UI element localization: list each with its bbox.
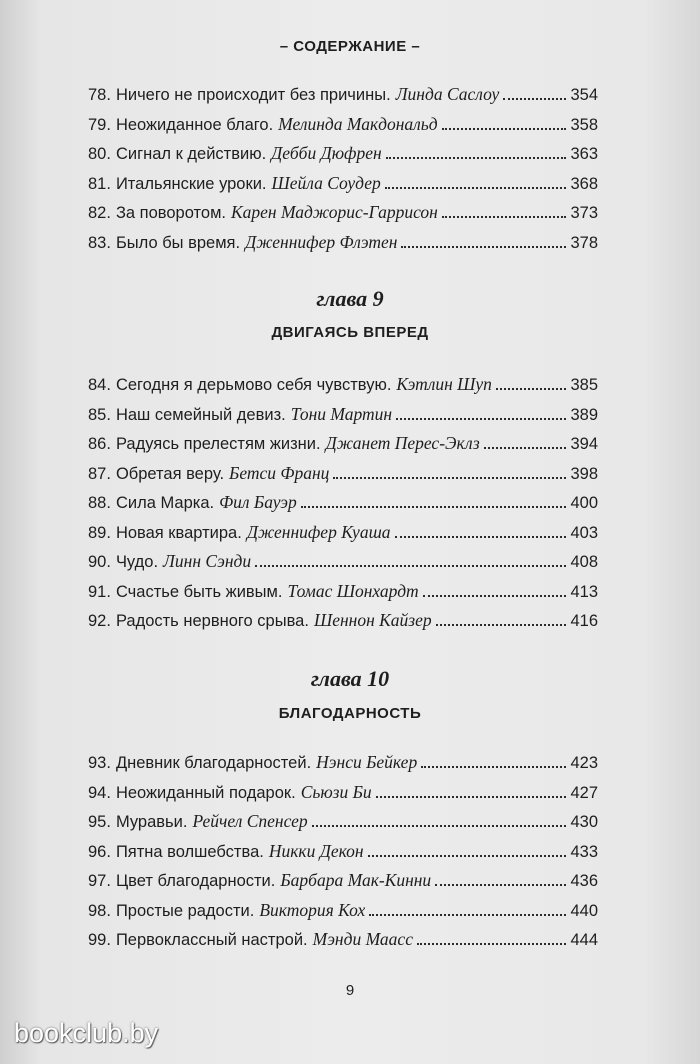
- entry-number: 89.: [88, 523, 111, 542]
- toc-entry: [88, 173, 598, 203]
- watermark-logo: bookclub.by: [14, 1018, 159, 1048]
- entry-title: Чудо.: [115, 553, 159, 571]
- entry-number: 94.: [88, 783, 111, 802]
- toc-list-chapter-9: [88, 374, 598, 640]
- entry-page: 436: [570, 872, 598, 890]
- dot-leader: [386, 157, 567, 159]
- entry-number: 84.: [88, 376, 111, 394]
- entry-page: 358: [570, 115, 598, 134]
- dot-leader: [401, 246, 566, 248]
- toc-entry: [88, 143, 598, 173]
- entry-author: Бетси Франц: [229, 462, 330, 483]
- entry-number: 80.: [88, 145, 111, 163]
- entry-title: Итальянские уроки.: [115, 174, 267, 193]
- entry-author: Линн Сэнди: [163, 551, 252, 571]
- dot-leader: [376, 796, 567, 798]
- dot-leader: [436, 624, 567, 626]
- dot-leader: [496, 388, 567, 390]
- entry-title: Наш семейный девиз.: [115, 405, 286, 424]
- dot-leader: [442, 216, 567, 218]
- entry-page: 354: [570, 86, 598, 104]
- toc-entry: [88, 202, 598, 232]
- toc-list-chapter-10: [88, 752, 598, 959]
- entry-page: 385: [570, 376, 598, 394]
- entry-title: Ничего не происходит без причины.: [115, 86, 391, 104]
- toc-list-section-1: [88, 84, 598, 261]
- entry-author: Мэнди Маасс: [312, 929, 413, 949]
- entry-author: Дженнифер Куаша: [246, 521, 391, 542]
- entry-author: Нэнси Бейкер: [316, 752, 418, 772]
- entry-title: Дневник благодарностей.: [115, 754, 312, 772]
- entry-page: 444: [570, 931, 598, 949]
- entry-page: 394: [570, 435, 598, 453]
- dot-leader: [417, 943, 567, 945]
- entry-page: 433: [570, 842, 598, 861]
- entry-title: Счастье быть живым.: [115, 582, 283, 601]
- dot-leader: [421, 766, 566, 768]
- entry-number: 98.: [88, 901, 111, 920]
- dot-leader: [423, 595, 567, 597]
- entry-page: 368: [570, 174, 598, 193]
- dot-leader: [435, 884, 566, 886]
- entry-author: Виктория Кох: [259, 899, 366, 920]
- toc-entry: [88, 610, 598, 640]
- toc-entry: [88, 433, 598, 463]
- entry-page: 403: [570, 523, 598, 542]
- entry-title: Цвет благодарности.: [115, 872, 276, 890]
- entry-author: Кэтлин Шуп: [396, 374, 492, 394]
- toc-entry: [88, 870, 598, 900]
- toc-entry: [88, 811, 598, 841]
- entry-page: 440: [570, 901, 598, 920]
- dot-leader: [368, 855, 567, 857]
- toc-entry: [88, 84, 598, 114]
- entry-title: За поворотом.: [115, 204, 226, 222]
- entry-number: 96.: [88, 842, 111, 861]
- toc-entry: [88, 551, 598, 581]
- entry-author: Фил Бауэр: [219, 492, 297, 512]
- entry-title: Неожиданный подарок.: [115, 783, 296, 802]
- toc-entry: [88, 463, 598, 493]
- dot-leader: [396, 418, 566, 420]
- entry-page: 416: [570, 612, 598, 630]
- entry-author: Карен Маджорис-Гаррисон: [231, 202, 438, 222]
- entry-author: Джанет Перес-Эклз: [325, 433, 480, 453]
- dot-leader: [385, 187, 567, 189]
- running-header: – СОДЕРЖАНИЕ –: [279, 38, 421, 55]
- entry-number: 90.: [88, 553, 111, 571]
- toc-entry: [88, 782, 598, 812]
- entry-number: 99.: [88, 931, 111, 949]
- entry-author: Никки Декон: [268, 840, 364, 861]
- entry-number: 79.: [88, 115, 111, 134]
- entry-page: 427: [570, 783, 598, 802]
- entry-title: Неожиданное благо.: [115, 115, 274, 134]
- entry-number: 82.: [88, 204, 111, 222]
- entry-title: Сегодня я дерьмово себя чувствую.: [115, 376, 392, 394]
- dot-leader: [484, 447, 567, 449]
- entry-title: Обретая веру.: [115, 464, 225, 483]
- entry-number: 86.: [88, 435, 111, 453]
- entry-page: 373: [570, 204, 598, 222]
- entry-author: Рейчел Спенсер: [192, 811, 308, 831]
- entry-title: Сила Марка.: [115, 494, 215, 512]
- entry-title: Новая квартира.: [115, 523, 242, 542]
- chapter-label-9: глава 9: [316, 286, 384, 311]
- entry-author: Дебби Дюфрен: [271, 143, 382, 163]
- entry-number: 87.: [88, 464, 111, 483]
- entry-page: 400: [570, 494, 598, 512]
- dot-leader: [442, 128, 567, 130]
- entry-author: Тони Мартин: [290, 403, 393, 424]
- dot-leader: [395, 536, 567, 538]
- chapter-title-9: ДВИГАЯСЬ ВПЕРЕД: [271, 324, 429, 341]
- entry-title: Муравьи.: [115, 813, 188, 831]
- entry-page: 408: [570, 553, 598, 571]
- entry-number: 83.: [88, 233, 111, 252]
- entry-page: 413: [570, 582, 598, 601]
- entry-author: Линда Саслоу: [395, 84, 500, 104]
- entry-title: Простые радости.: [115, 901, 255, 920]
- chapter-title-10: БЛАГОДАРНОСТЬ: [278, 705, 422, 722]
- toc-entry: [88, 752, 598, 782]
- entry-author: Барбара Мак-Кинни: [280, 870, 432, 890]
- entry-number: 97.: [88, 872, 111, 890]
- toc-entry: [88, 492, 598, 522]
- entry-page: 363: [570, 145, 598, 163]
- entry-page: 398: [570, 464, 598, 483]
- toc-entry: [88, 232, 598, 262]
- entry-page: 423: [570, 754, 598, 772]
- entry-title: Радуясь прелестям жизни.: [115, 435, 321, 453]
- entry-title: Первоклассный настрой.: [115, 931, 308, 949]
- entry-author: Шеннон Кайзер: [313, 610, 432, 630]
- entry-page: 389: [570, 405, 598, 424]
- entry-number: 95.: [88, 813, 111, 831]
- entry-number: 78.: [88, 86, 111, 104]
- entry-title: Сигнал к действию.: [115, 145, 267, 163]
- entry-number: 85.: [88, 405, 111, 424]
- entry-number: 81.: [88, 174, 111, 193]
- entry-number: 93.: [88, 754, 111, 772]
- entry-title: Было бы время.: [115, 233, 241, 252]
- entry-author: Мелинда Макдональд: [278, 113, 438, 134]
- entry-number: 88.: [88, 494, 111, 512]
- entry-page: 430: [570, 813, 598, 831]
- page-number: 9: [345, 982, 355, 999]
- dot-leader: [301, 506, 567, 508]
- entry-page: 378: [570, 233, 598, 252]
- toc-entry: [88, 522, 598, 552]
- toc-entry: [88, 114, 598, 144]
- entry-number: 91.: [88, 582, 111, 601]
- toc-entry: [88, 581, 598, 611]
- entry-title: Радость нервного срыва.: [115, 612, 309, 630]
- dot-leader: [333, 477, 566, 479]
- entry-author: Томас Шонхардт: [287, 580, 419, 601]
- dot-leader: [369, 914, 566, 916]
- toc-entry: [88, 841, 598, 871]
- toc-entry: [88, 404, 598, 434]
- entry-author: Сьюзи Би: [300, 781, 372, 802]
- dot-leader: [255, 565, 566, 567]
- entry-author: Шейла Соудер: [271, 172, 381, 193]
- toc-entry: [88, 929, 598, 959]
- entry-title: Пятна волшебства.: [115, 842, 264, 861]
- chapter-label-10: глава 10: [310, 666, 390, 691]
- toc-entry: [88, 374, 598, 404]
- entry-author: Дженнифер Флэтен: [245, 231, 398, 252]
- dot-leader: [503, 98, 566, 100]
- dot-leader: [312, 825, 567, 827]
- entry-number: 92.: [88, 612, 111, 630]
- toc-entry: [88, 900, 598, 930]
